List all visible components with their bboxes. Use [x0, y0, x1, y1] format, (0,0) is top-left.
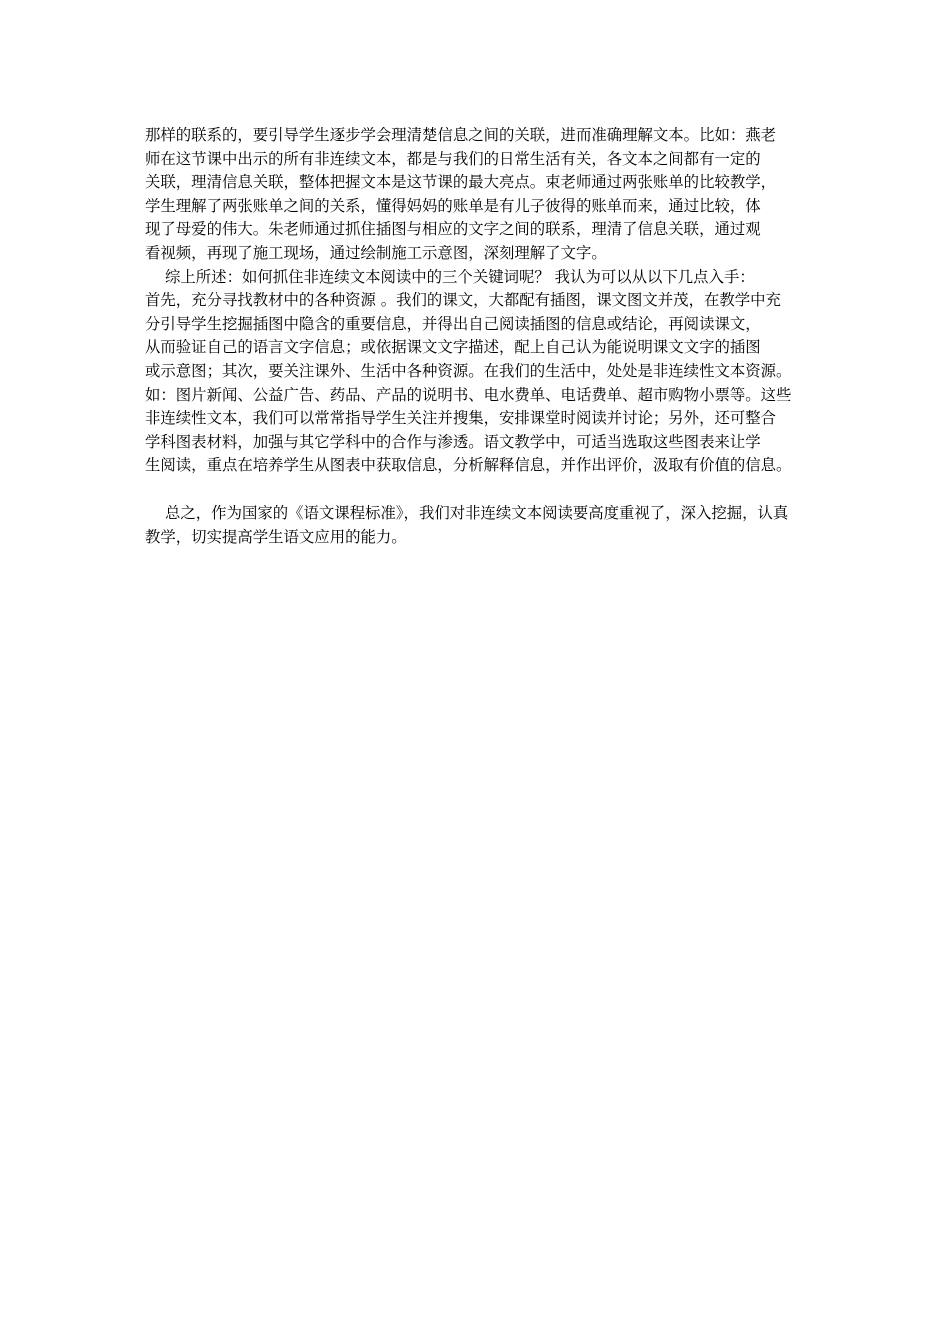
text-line: 总之，作为国家的《语文课程标准》，我们对非连续文本阅读要高度重视了，深入挖掘，认真 [165, 503, 789, 522]
paragraph-connections [145, 124, 815, 266]
text-line: 非连续性文本，我们可以常常指导学生关注并搜集，安排课堂时阅读并讨论；另外，还可整合 [145, 409, 777, 428]
text-line: 现了母爱的伟大。朱老师通过抓住插图与相应的文字之间的联系，理清了信息关联，通过观 [145, 220, 761, 239]
text-line: 学科图表材料，加强与其它学科中的合作与渗透。语文教学中，可适当选取这些图表来让学 [145, 432, 761, 451]
text-line: 师在这节课中出示的所有非连续文本，都是与我们的日常生活有关，各文本之间都有一定的 [145, 149, 761, 168]
text-line: 从而验证自己的语言文字信息；或依据课文文字描述，配上自己认为能说明课文文字的插图 [145, 338, 761, 357]
text-line: 综上所述：如何抓住非连续文本阅读中的三个关键词呢？ 我认为可以从以下几点入手： [165, 267, 755, 286]
text-line: 分引导学生挖掘插图中隐含的重要信息，并得出自己阅读插图的信息或结论，再阅读课文， [145, 314, 761, 333]
text-line: 生阅读，重点在培养学生从图表中获取信息，分析解释信息，并作出评价，汲取有价值的信息。 [145, 456, 792, 475]
text-line: 如：图片新闻、公益广告、药品、产品的说明书、电水费单、电话费单、超市购物小票等。这些 [145, 385, 792, 404]
paragraph-summary [145, 266, 815, 478]
text-line: 或示意图；其次，要关注课外、生活中各种资源。在我们的生活中，处处是非连续性文本资源。 [145, 361, 792, 380]
text-line: 关联，理清信息关联，整体把握文本是这节课的最大亮点。束老师通过两张账单的比较教学， [145, 173, 777, 192]
text-line: 那样的联系的，要引导学生逐步学会理清楚信息之间的关联，进而准确理解文本。比如：燕老 [145, 126, 777, 144]
text-line: 首先，充分寻找教材中的各种资源 。我们的课文，大都配有插图，课文图文并茂，在教学中充 [145, 291, 781, 310]
document-body [145, 124, 815, 549]
paragraph-conclusion [145, 502, 815, 549]
text-line: 教学，切实提高学生语文应用的能力。 [145, 527, 407, 546]
text-line: 学生理解了两张账单之间的关系，懂得妈妈的账单是有儿子彼得的账单而来，通过比较，体 [145, 196, 761, 215]
paragraph-spacer [145, 478, 815, 502]
text-line: 看视频，再现了施工现场，通过绘制施工示意图，深刻理解了文字。 [145, 243, 607, 262]
